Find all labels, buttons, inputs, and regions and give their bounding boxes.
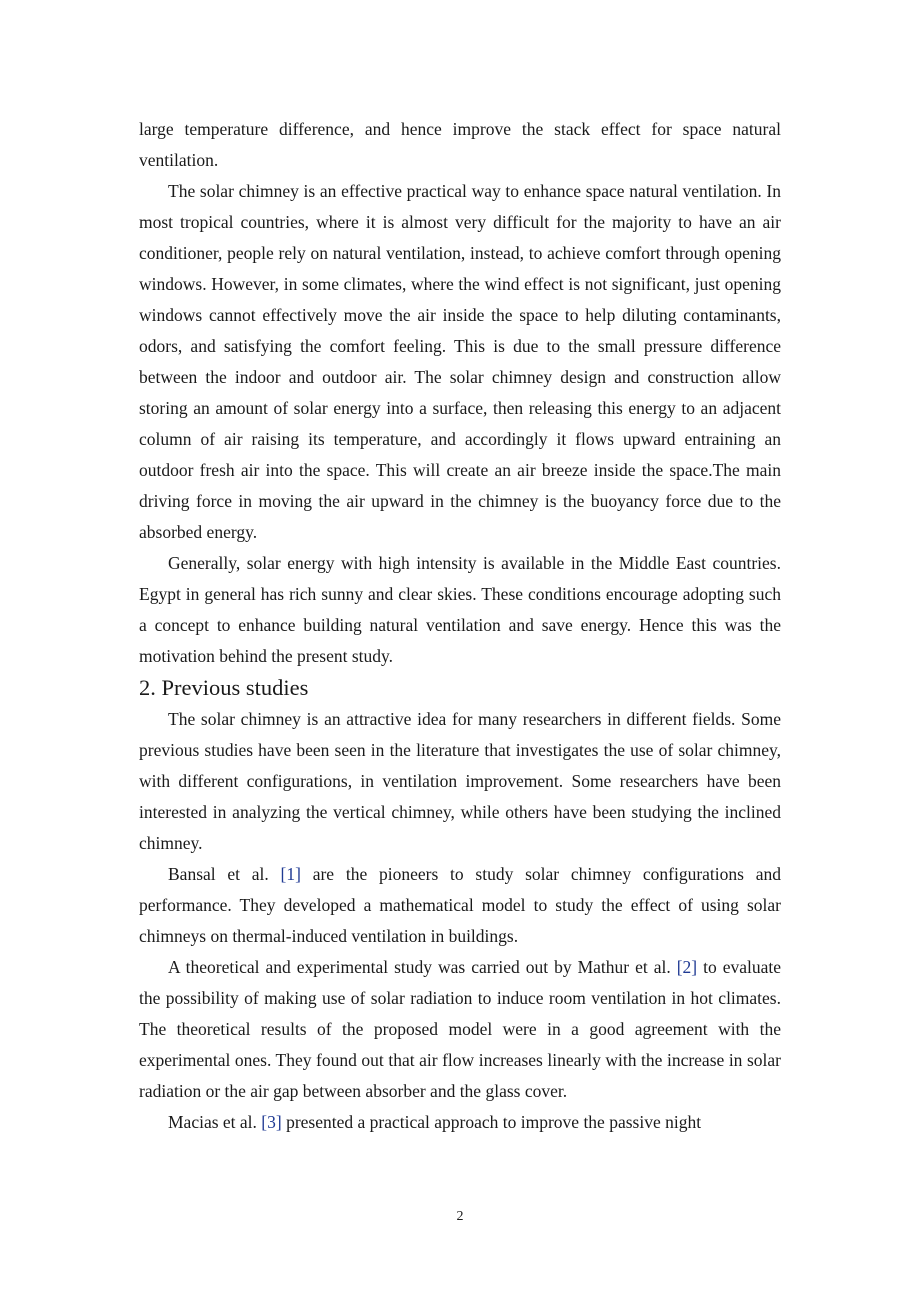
paragraph bbox=[139, 548, 781, 672]
paragraph bbox=[139, 176, 781, 548]
paragraph bbox=[139, 859, 781, 952]
paragraph-text: Generally, solar energy with high intensity is available in the Middle East countries. Egypt in general has rich sunny and clear skies. These conditions encourage adopting such a concept to enhance building natural ventilation and save energy. Hence this was the motivation behind the present study. bbox=[139, 553, 781, 666]
paragraph-text: The solar chimney is an effective practical way to enhance space natural ventilation. In most tropical countries, where it is almost very difficult for the majority to have an air conditioner, people rely on natural ventilation, instead, to achieve comfort through opening windows. However, in some climates, where the wind effect is not significant, just opening windows cannot effectively move the air inside the space to help diluting contaminants, odors, and satisfying the comfort feeling. This is due to the small pressure difference between the indoor and outdoor air. The solar chimney design and construction allow storing an amount of solar energy into a surface, then releasing this energy to an adjacent column of air raising its temperature, and accordingly it flows upward entraining an outdoor fresh air into the space. This will create an air breeze inside the space.The main driving force in moving the air upward in the chimney is the buoyancy force due to the absorbed energy. bbox=[139, 181, 781, 542]
section-heading: 2. Previous studies bbox=[139, 675, 309, 700]
page-number: 2 bbox=[456, 1209, 464, 1224]
paragraph-text: Bansal et al. bbox=[168, 864, 281, 884]
citation-link[interactable]: [1] bbox=[280, 864, 301, 884]
previous-studies-section bbox=[139, 704, 781, 1138]
citation-link[interactable]: [2] bbox=[676, 957, 698, 977]
paragraph-text: to evaluate the possibility of making use of solar radiation to induce room ventilation in hot climates. The theoretical results of the proposed model were in a good agreement with the experimental ones. They found out that air flow increases linearly with the increase in solar radiation or the air gap between absorber and the glass cover. bbox=[139, 957, 782, 1101]
paragraph-text: A theoretical and experimental study was carried out by Mathur et al. bbox=[168, 957, 677, 977]
paragraph bbox=[139, 1107, 781, 1138]
paragraph bbox=[139, 114, 781, 176]
citation-link[interactable]: [3] bbox=[261, 1112, 282, 1132]
paragraph bbox=[139, 704, 781, 859]
page-body bbox=[139, 114, 781, 1138]
paragraph-text: are the pioneers to study solar chimney configurations and performance. They developed a mathematical model to study the effect of using solar chimneys on thermal-induced ventilation in buildings. bbox=[139, 864, 781, 946]
paragraph-text: Macias et al. bbox=[168, 1112, 262, 1132]
paragraph-text: presented a practical approach to improve the passive night bbox=[281, 1112, 702, 1132]
paragraph-text: The solar chimney is an attractive idea for many researchers in different fields. Some previous studies have been seen in the literature that investigates the use of solar chimney, with different configurations, in ventilation improvement. Some researchers have been interested in analyzing the vertical chimney, while others have been studying the inclined chimney. bbox=[139, 709, 781, 853]
paragraph bbox=[139, 952, 781, 1107]
paragraph-text: large temperature difference, and hence improve the stack effect for space natural ventilation. bbox=[139, 119, 781, 170]
intro-section bbox=[139, 114, 781, 672]
